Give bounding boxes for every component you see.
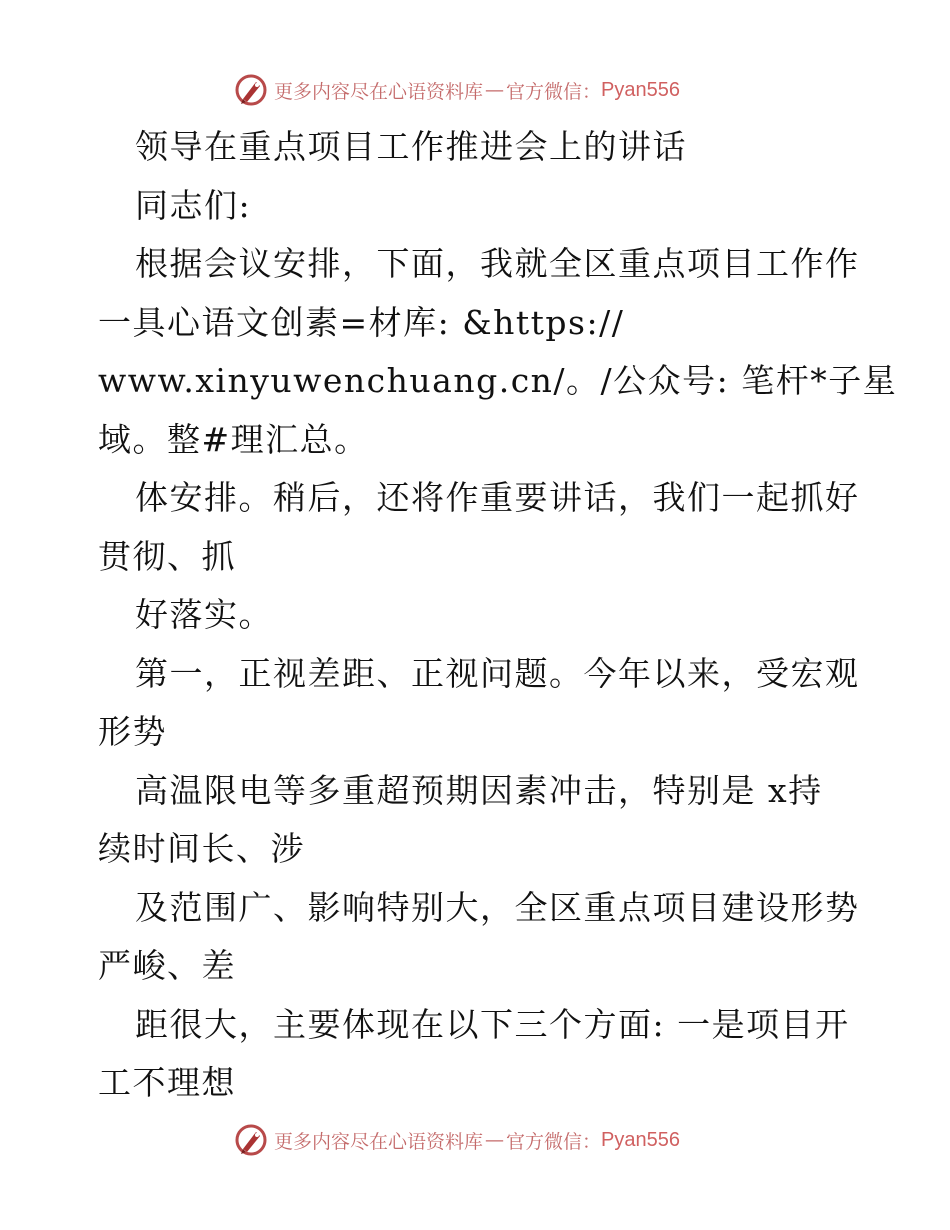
pen-logo-icon [234,73,268,107]
paragraph-line: www.xinyuwenchuang.cn/。/公众号: 笔杆*子星 [98,361,898,400]
wechat-label: 官方微信： [506,80,602,103]
wechat-label: 官方微信： [506,1130,602,1153]
paragraph-line: 根据会议安排，下面，我就全区重点项目工作作 [135,244,860,283]
watermark-separator: — [485,79,505,101]
wechat-id: Pyan556 [601,78,680,101]
pen-logo-icon [234,1123,268,1157]
document-body [98,118,898,1113]
paragraph-line: 体安排。稍后，还将作重要讲话，我们一起抓好 [135,478,860,517]
paragraph-line: 续时间长、涉 [98,829,305,868]
watermark-text: 更多内容尽在心语资料库 [274,1130,484,1153]
watermark-separator: — [485,1129,505,1151]
paragraph-line: 高温限电等多重超预期因素冲击，特别是 x持 [135,770,823,810]
wechat-id: Pyan556 [601,1128,680,1151]
document-title: 领导在重点项目工作推进会上的讲话 [135,127,687,166]
footer-watermark [234,1120,680,1160]
paragraph-line: 域。整#理汇总。 [98,419,369,459]
paragraph-line: 好落实。 [135,595,273,634]
paragraph-line: 及范围广、影响特别大，全区重点项目建设形势 [135,887,860,927]
paragraph-line: 严峻、差 [98,946,236,985]
salutation: 同志们: [135,185,252,225]
paragraph-line: 一具心语文创素=材库: &https:// [98,302,625,342]
paragraph-line: 距很大，主要体现在以下三个方面: 一是项目开 [135,1004,850,1044]
watermark-text: 更多内容尽在心语资料库 [274,80,484,103]
paragraph-line: 贯彻、抓 [98,536,236,576]
paragraph-line: 第一，正视差距、正视问题。今年以来，受宏观 [135,653,860,693]
paragraph-line: 工不理想 [98,1063,236,1102]
paragraph-line: 形势 [98,712,167,751]
header-watermark [234,70,680,110]
